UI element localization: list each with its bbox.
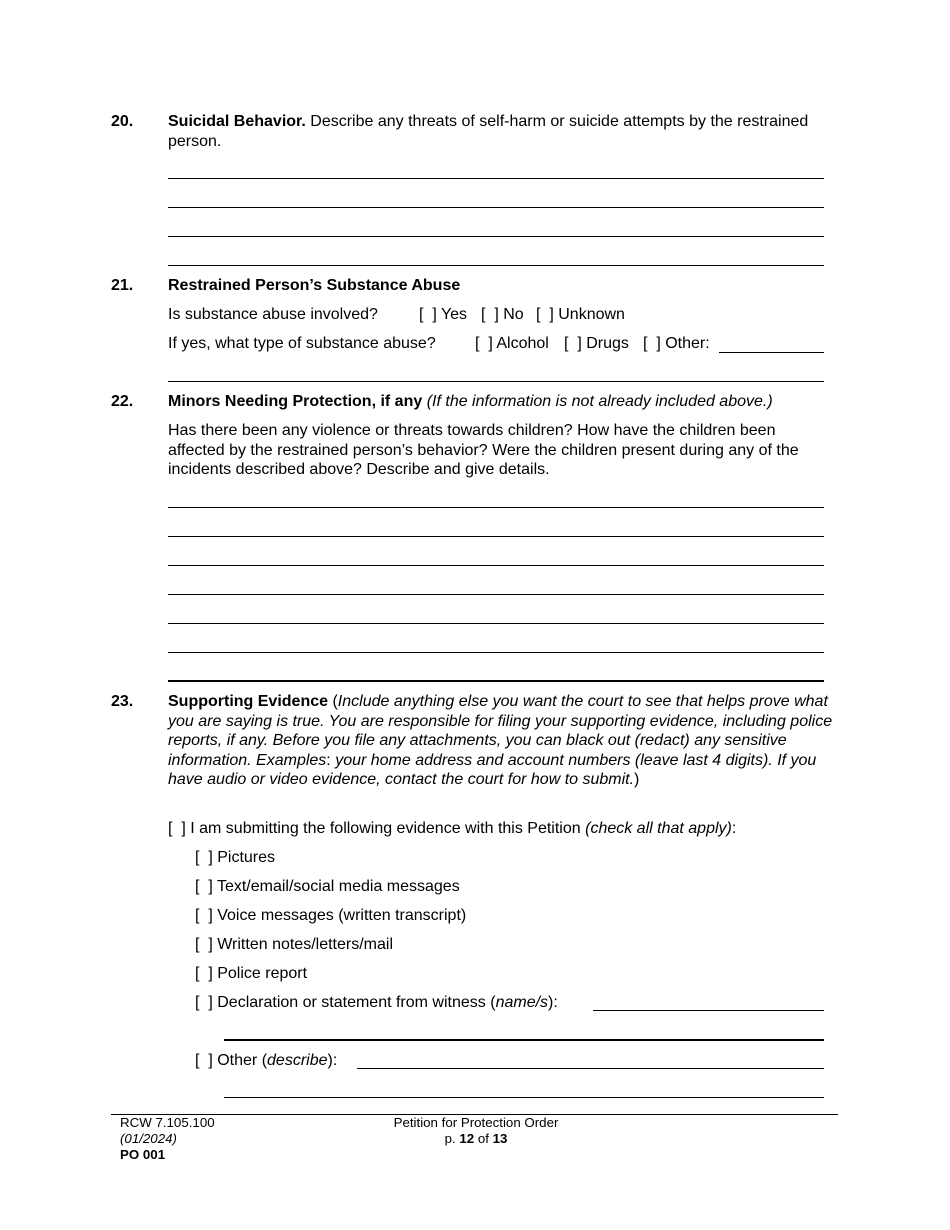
- other-substance-option[interactable]: [643, 334, 710, 354]
- answer-line[interactable]: [168, 265, 824, 266]
- option-label: No: [503, 306, 524, 323]
- section-21-title-text: Restrained Person’s Substance Abuse: [168, 277, 461, 294]
- footer-center: [356, 1115, 596, 1147]
- page-prefix: p.: [444, 1131, 460, 1146]
- checkbox[interactable]: [ ]: [536, 306, 554, 323]
- answer-line[interactable]: [168, 623, 824, 624]
- option-label-italic: describe: [267, 1052, 328, 1069]
- option-label: ):: [548, 994, 558, 1011]
- section-21-title: [168, 276, 832, 296]
- answer-line[interactable]: [168, 207, 824, 208]
- checkbox[interactable]: [ ]: [481, 306, 499, 323]
- option-label: Drugs: [586, 335, 629, 352]
- option-label-italic: name/s: [495, 994, 549, 1011]
- answer-line[interactable]: [168, 594, 824, 595]
- option-label: Pictures: [217, 849, 276, 866]
- footer-page-number: [356, 1131, 596, 1147]
- footer-date-text: (01/2024): [120, 1131, 177, 1146]
- option-label: ):: [327, 1052, 338, 1069]
- answer-line[interactable]: [168, 565, 824, 566]
- answer-line[interactable]: [168, 507, 824, 508]
- checkbox[interactable]: [ ]: [195, 907, 213, 924]
- section-22-note: (If the information is not already included above.): [426, 393, 773, 410]
- checkbox[interactable]: [ ]: [195, 994, 213, 1011]
- substance-no-option[interactable]: [481, 305, 524, 325]
- submitting-evidence-option[interactable]: [168, 819, 736, 839]
- check-all-note: (check all that apply): [585, 820, 732, 837]
- answer-line[interactable]: [168, 236, 824, 237]
- option-label: Unknown: [558, 306, 625, 323]
- option-label: Police report: [217, 965, 308, 982]
- section-20-title: Suicidal Behavior.: [168, 113, 306, 130]
- checkbox[interactable]: [ ]: [643, 335, 661, 352]
- witness-name-field-continued[interactable]: [224, 1039, 824, 1041]
- footer-form-number: [120, 1147, 215, 1163]
- footer-date: [120, 1131, 215, 1147]
- other-evidence-field[interactable]: [357, 1068, 824, 1069]
- option-label: Voice messages (written transcript): [217, 907, 467, 924]
- footer-left: [120, 1115, 215, 1163]
- answer-line[interactable]: [168, 536, 824, 537]
- paren: (: [328, 693, 338, 710]
- alcohol-option[interactable]: [475, 334, 549, 354]
- evidence-police-report-option[interactable]: [195, 964, 307, 984]
- option-label: I am submitting the following evidence with this Petition: [190, 820, 581, 837]
- section-22-description: Has there been any violence or threats towards children? How have the children been affected by the restrained person’s behavior? Were the children present during any of the incidents described above? Describe and give details.: [168, 422, 799, 478]
- checkbox[interactable]: [ ]: [195, 878, 213, 895]
- evidence-voice-option[interactable]: [195, 906, 466, 926]
- footer-rcw: RCW 7.105.100: [120, 1115, 215, 1130]
- evidence-declaration-option[interactable]: [195, 993, 558, 1013]
- answer-line[interactable]: [168, 680, 824, 682]
- checkbox[interactable]: [ ]: [195, 849, 213, 866]
- checkbox[interactable]: [ ]: [168, 820, 186, 837]
- option-label: Yes: [440, 306, 468, 323]
- substance-question: Is substance abuse involved?: [168, 306, 378, 323]
- checkbox[interactable]: [ ]: [419, 306, 437, 323]
- checkbox[interactable]: [ ]: [195, 1052, 213, 1069]
- evidence-messages-option[interactable]: [195, 877, 460, 897]
- page-current: 12: [459, 1131, 475, 1146]
- section-23-examples: your home address and account numbers (leave last 4 digits). If you have audio or video evidence, contact the court for how to submit.: [168, 751, 817, 788]
- other-substance-field[interactable]: [719, 352, 824, 353]
- checkbox[interactable]: [ ]: [195, 965, 213, 982]
- option-label: Other:: [665, 335, 710, 352]
- section-21-number: 21.: [111, 277, 134, 294]
- witness-name-field[interactable]: [593, 1010, 824, 1011]
- checkbox[interactable]: [ ]: [195, 936, 213, 953]
- checkbox[interactable]: [ ]: [475, 335, 493, 352]
- answer-line[interactable]: [168, 381, 824, 382]
- footer-form-text: PO 001: [120, 1147, 166, 1162]
- answer-line[interactable]: [168, 178, 824, 179]
- substance-yes-option[interactable]: [419, 305, 467, 325]
- section-23-number: 23.: [111, 693, 134, 710]
- substance-unknown-option[interactable]: [536, 305, 625, 325]
- option-label: Declaration or statement from witness (: [217, 994, 496, 1011]
- page-total: 13: [492, 1131, 508, 1146]
- option-label: Text/email/social media messages: [216, 878, 460, 895]
- colon: :: [326, 751, 336, 769]
- section-23-text: [168, 692, 836, 790]
- paren: ): [634, 771, 640, 788]
- section-23-title: Supporting Evidence: [168, 693, 329, 710]
- option-label: Alcohol: [496, 335, 549, 352]
- other-evidence-field-continued[interactable]: [224, 1097, 824, 1098]
- colon: :: [731, 820, 737, 837]
- substance-type-question: If yes, what type of substance abuse?: [168, 335, 436, 352]
- section-20-description: Describe any threats of self-harm or suicide attempts by the restrained person.: [168, 113, 809, 150]
- section-22-heading: [168, 392, 832, 412]
- evidence-notes-option[interactable]: [195, 935, 393, 955]
- evidence-pictures-option[interactable]: [195, 848, 275, 868]
- section-20-text: [168, 112, 832, 151]
- option-label: Other (: [217, 1052, 268, 1069]
- section-20-number: 20.: [111, 113, 134, 130]
- option-label: Written notes/letters/mail: [217, 936, 393, 953]
- answer-line[interactable]: [168, 652, 824, 653]
- section-22-title: Minors Needing Protection, if any: [168, 393, 423, 410]
- page-of: of: [474, 1131, 493, 1146]
- footer-title: Petition for Protection Order: [393, 1115, 559, 1130]
- checkbox[interactable]: [ ]: [564, 335, 582, 352]
- drugs-option[interactable]: [564, 334, 629, 354]
- section-23-instructions: Include anything else you want the court to see that helps prove what you are saying is true. You are responsible for filing your supporting evidence, including police reports, if any. Before you file any attachments, you can black out (redact) any sensitive information. Examples: [168, 693, 833, 769]
- evidence-other-option[interactable]: [195, 1051, 337, 1071]
- section-22-number: 22.: [111, 393, 134, 410]
